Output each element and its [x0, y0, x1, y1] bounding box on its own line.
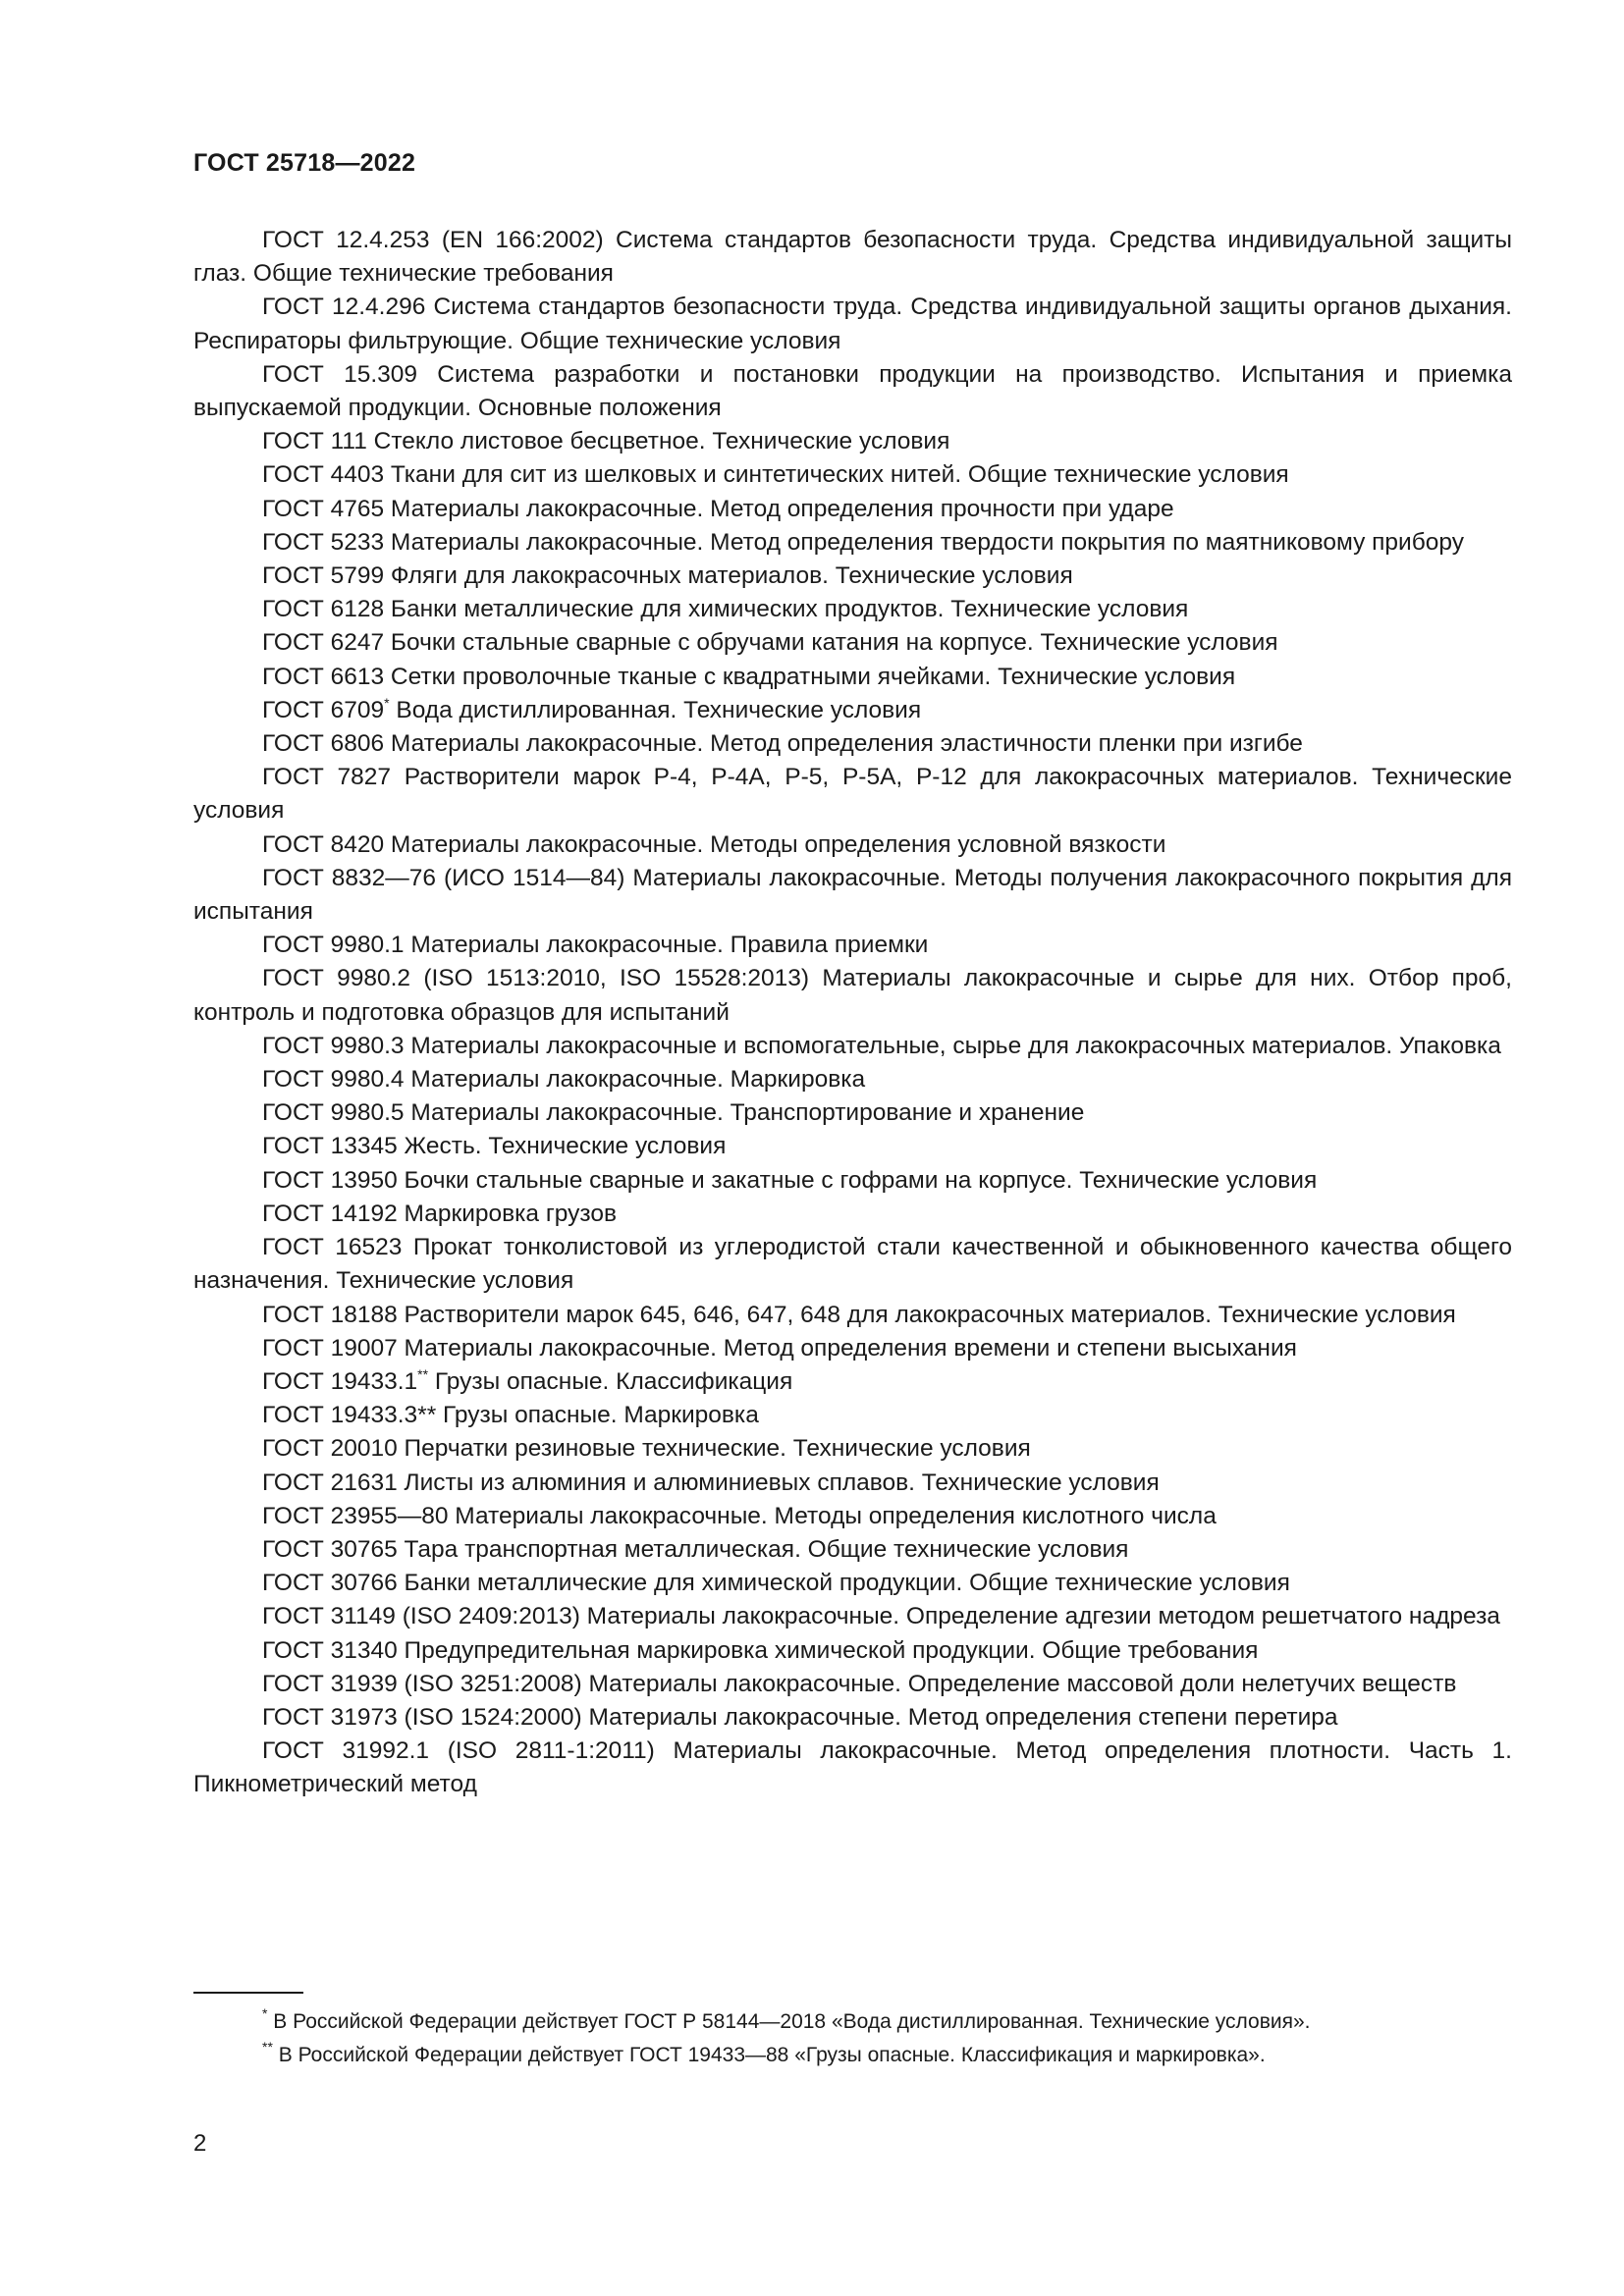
- reference-item: ГОСТ 111 Стекло листовое бесцветное. Технические условия: [262, 428, 950, 455]
- reference-item: ГОСТ 5233 Материалы лакокрасочные. Метод определения твердости покрытия по маятниковому прибору: [262, 528, 1464, 556]
- footnote-marker: **: [262, 2039, 273, 2055]
- reference-item: ГОСТ 30765 Тара транспортная металлическая. Общие технические условия: [262, 1535, 1129, 1563]
- reference-item: ГОСТ 30766 Банки металлические для химической продукции. Общие технические условия: [262, 1570, 1290, 1597]
- page-number: 2: [193, 2130, 207, 2157]
- reference-item: ГОСТ 14192 Маркировка грузов: [262, 1200, 617, 1227]
- reference-item: ГОСТ 13345 Жесть. Технические условия: [262, 1133, 727, 1160]
- reference-item: ГОСТ 12.4.253 (EN 166:2002) Система стандартов безопасности труда. Средства индивидуальной защиты глаз. Общие технические требования: [193, 227, 1512, 288]
- footnote-marker: **: [417, 1365, 429, 1382]
- footnote-marker: *: [384, 694, 390, 711]
- footnotes: [193, 2005, 1512, 2072]
- reference-item: ГОСТ 31939 (ISO 3251:2008) Материалы лакокрасочные. Определение массовой доли нелетучих веществ: [262, 1670, 1457, 1697]
- document-header: ГОСТ 25718—2022: [193, 149, 416, 177]
- reference-item: ГОСТ 9980.3 Материалы лакокрасочные и вспомогательные, сырье для лакокрасочных материалов. Упаковка: [262, 1032, 1501, 1059]
- footnote-marker: *: [262, 2005, 268, 2021]
- reference-item: ГОСТ 9980.1 Материалы лакокрасочные. Правила приемки: [262, 932, 929, 959]
- reference-item: ГОСТ 19433.3** Грузы опасные. Маркировка: [262, 1402, 759, 1429]
- reference-item: ГОСТ 20010 Перчатки резиновые технические. Технические условия: [262, 1435, 1031, 1463]
- footnote-item: * В Российской Федерации действует ГОСТ Р 58144—2018 «Вода дистиллированная. Технические условия».: [262, 2005, 1311, 2033]
- footnote-item: ** В Российской Федерации действует ГОСТ 19433—88 «Грузы опасные. Классификация и маркировка».: [262, 2039, 1266, 2066]
- reference-item: ГОСТ 6806 Материалы лакокрасочные. Метод определения эластичности пленки при изгибе: [262, 730, 1303, 758]
- reference-item: ГОСТ 13950 Бочки стальные сварные и закатные с гофрами на корпусе. Технические условия: [262, 1166, 1318, 1194]
- reference-item: ГОСТ 18188 Растворители марок 645, 646, 647, 648 для лакокрасочных материалов. Технические условия: [262, 1301, 1456, 1328]
- reference-item: ГОСТ 19433.1** Грузы опасные. Классификация: [262, 1365, 793, 1395]
- reference-item: ГОСТ 6128 Банки металлические для химических продуктов. Технические условия: [262, 596, 1189, 623]
- reference-item: ГОСТ 9980.5 Материалы лакокрасочные. Транспортирование и хранение: [262, 1099, 1085, 1127]
- reference-item: ГОСТ 8420 Материалы лакокрасочные. Методы определения условной вязкости: [262, 830, 1166, 858]
- reference-item: ГОСТ 12.4.296 Система стандартов безопасности труда. Средства индивидуальной защиты органов дыхания. Респираторы фильтрующие. Общие технические условия: [193, 294, 1512, 354]
- reference-item: ГОСТ 8832—76 (ИСО 1514—84) Материалы лакокрасочные. Методы получения лакокрасочного покрытия для испытания: [193, 864, 1512, 926]
- reference-item: ГОСТ 31149 (ISO 2409:2013) Материалы лакокрасочные. Определение адгезии методом решетчатого надреза: [262, 1603, 1500, 1630]
- reference-item: ГОСТ 16523 Прокат тонколистовой из углеродистой стали качественной и обыкновенного качества общего назначения. Технические условия: [193, 1234, 1512, 1295]
- reference-item: ГОСТ 7827 Растворители марок Р-4, Р-4А, Р-5, Р-5А, Р-12 для лакокрасочных материалов. Технические условия: [193, 764, 1512, 825]
- reference-item: ГОСТ 21631 Листы из алюминия и алюминиевых сплавов. Технические условия: [262, 1468, 1160, 1496]
- reference-item: ГОСТ 31973 (ISO 1524:2000) Материалы лакокрасочные. Метод определения степени перетира: [262, 1703, 1338, 1731]
- reference-item: ГОСТ 15.309 Система разработки и постановки продукции на производство. Испытания и приемка выпускаемой продукции. Основные положения: [193, 360, 1512, 422]
- reference-item: ГОСТ 9980.4 Материалы лакокрасочные. Маркировка: [262, 1066, 866, 1094]
- reference-item: ГОСТ 6613 Сетки проволочные тканые с квадратными ячейками. Технические условия: [262, 663, 1236, 690]
- reference-item: ГОСТ 31992.1 (ISO 2811-1:2011) Материалы лакокрасочные. Метод определения плотности. Часть 1. Пикнометрический метод: [193, 1737, 1512, 1798]
- reference-item: ГОСТ 5799 Фляги для лакокрасочных материалов. Технические условия: [262, 562, 1073, 590]
- reference-item: ГОСТ 31340 Предупредительная маркировка химической продукции. Общие требования: [262, 1636, 1259, 1664]
- footnote-separator: [193, 1992, 303, 1994]
- reference-item: ГОСТ 19007 Материалы лакокрасочные. Метод определения времени и степени высыхания: [262, 1334, 1297, 1362]
- normative-references-list: [193, 224, 1512, 1802]
- reference-item: ГОСТ 9980.2 (ISO 1513:2010, ISO 15528:2013) Материалы лакокрасочные и сырье для них. Отбор проб, контроль и подготовка образцов для испытаний: [193, 965, 1512, 1026]
- reference-item: ГОСТ 4765 Материалы лакокрасочные. Метод определения прочности при ударе: [262, 495, 1174, 522]
- reference-item: ГОСТ 4403 Ткани для сит из шелковых и синтетических нитей. Общие технические условия: [262, 461, 1289, 489]
- reference-item: ГОСТ 6709* Вода дистиллированная. Технические условия: [262, 694, 922, 723]
- reference-item: ГОСТ 23955—80 Материалы лакокрасочные. Методы определения кислотного числа: [262, 1502, 1217, 1529]
- reference-item: ГОСТ 6247 Бочки стальные сварные с обручами катания на корпусе. Технические условия: [262, 629, 1278, 657]
